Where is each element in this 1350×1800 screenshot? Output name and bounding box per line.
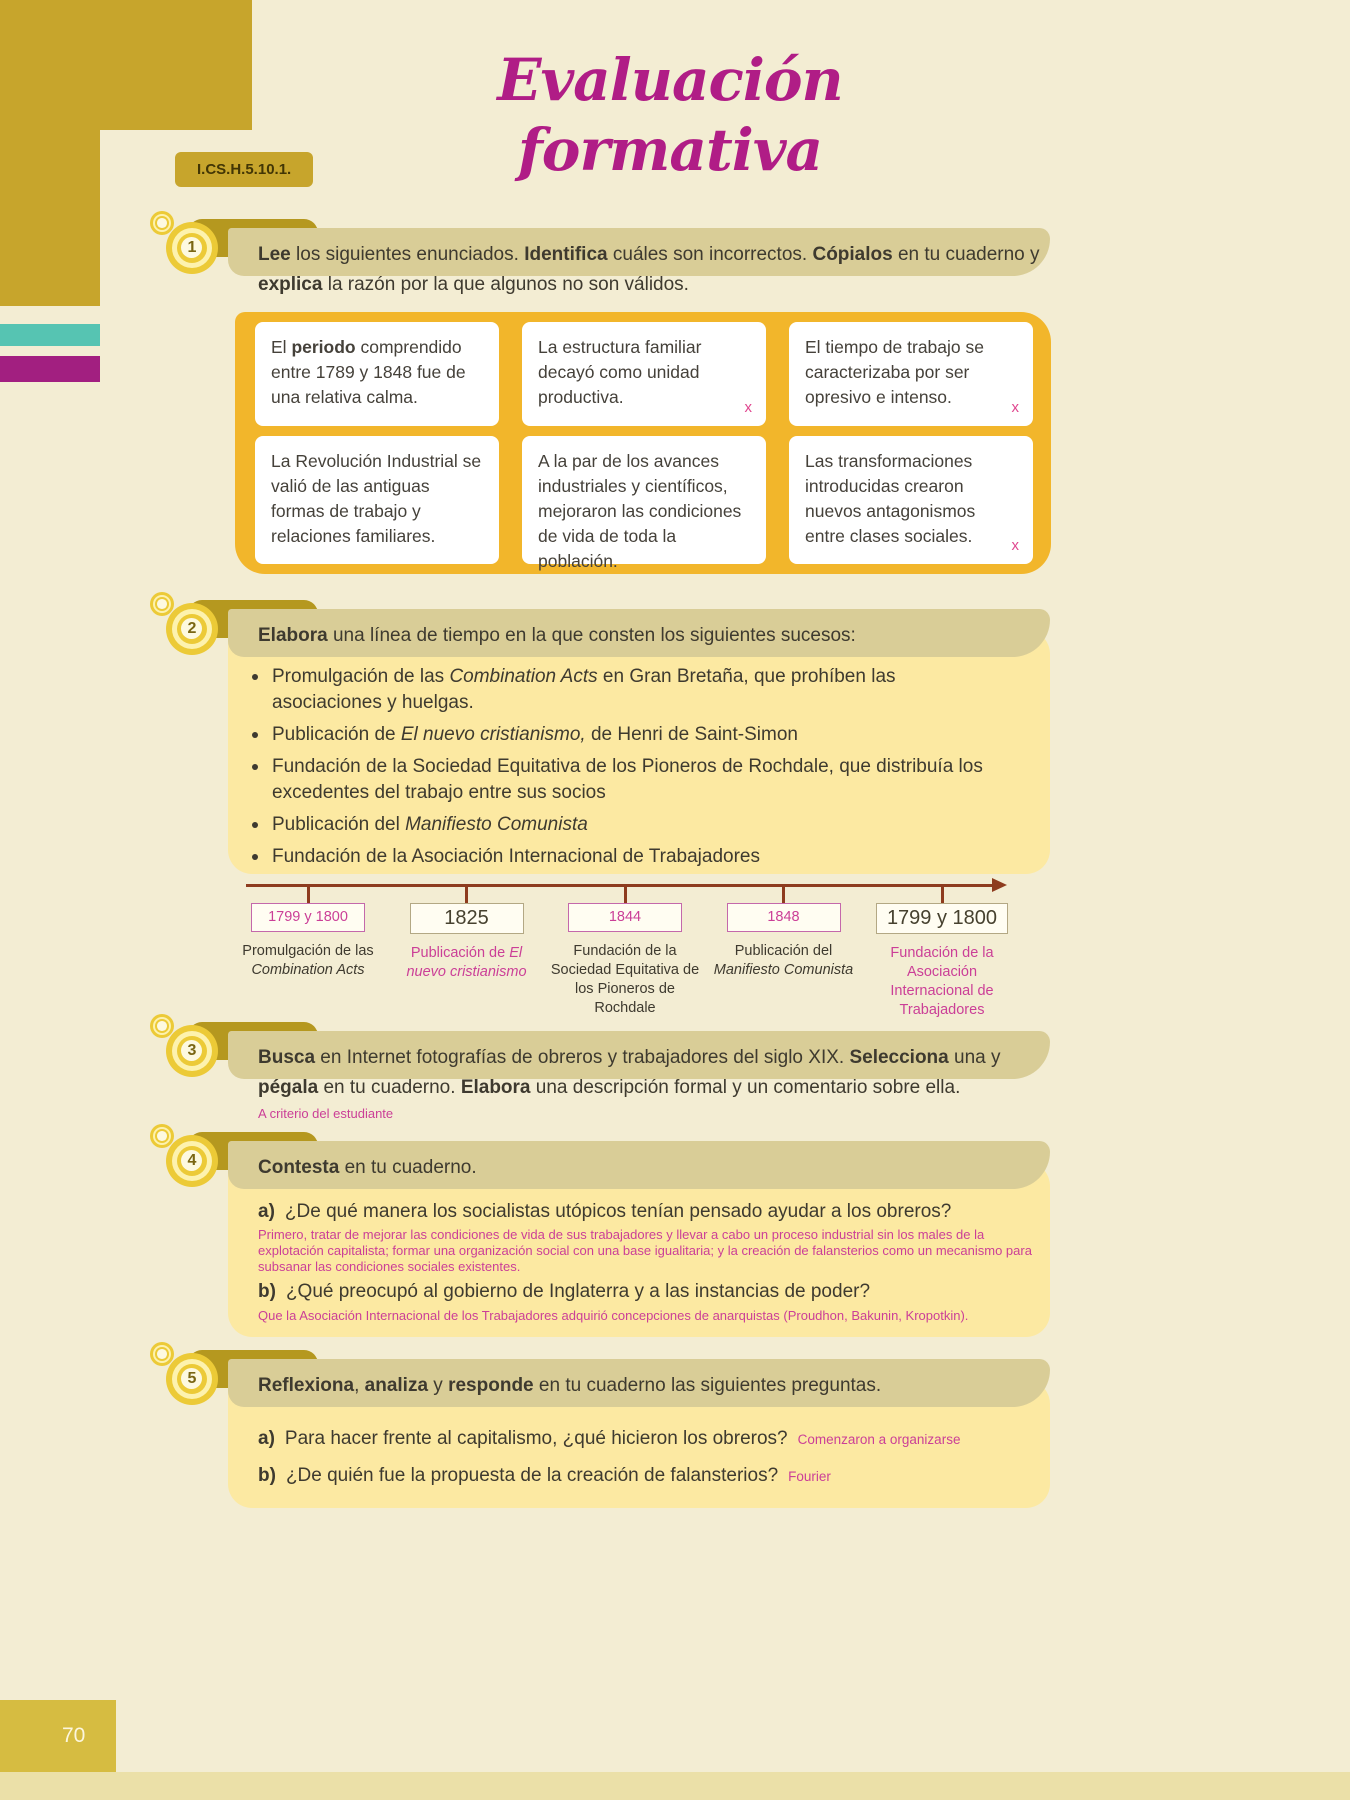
activity-number-badge	[166, 1353, 218, 1405]
list-item-text: Publicación de El nuevo cristianismo, de Henri de Saint-Simon	[272, 724, 798, 745]
timeline-tick	[307, 887, 310, 903]
timeline-year-box: 1825	[410, 903, 524, 934]
question-a-answer: Primero, tratar de mejorar las condiciones de vida de sus trabajadores y llevar a cabo un proceso industrial sin los males de la explotación capitalista; formar una organización social con una base igualitaria; y la creación de falansterios como un mecanismo para subsanar las condiciones sociales existentes.	[258, 1227, 1032, 1274]
timeline-tick	[941, 887, 944, 903]
bullet-dot-icon	[252, 732, 258, 738]
activity-instructions: Reflexiona, analiza y responde en tu cuaderno las siguientes preguntas.	[258, 1375, 882, 1396]
statement-text: A la par de los avances industriales y científicos, mejoraron las condiciones de vida de toda la población.	[538, 451, 742, 571]
list-item	[252, 722, 997, 748]
list-item-text: Promulgación de las Combination Acts en Gran Bretaña, que prohíben las asociaciones y huelgas.	[272, 666, 896, 713]
statement-card	[522, 436, 766, 571]
question-b-answer: Fourier	[788, 1469, 831, 1484]
timeline-entry	[391, 887, 543, 1020]
activity-number: 5	[181, 1368, 202, 1389]
question-label: a)	[258, 1428, 275, 1449]
page-number: 70	[62, 1724, 86, 1747]
bullet-dot-icon	[252, 764, 258, 770]
magenta-stripe	[0, 356, 100, 382]
timeline-year-box: 1844	[568, 903, 682, 932]
statement-card	[255, 436, 499, 564]
activity-number: 1	[181, 237, 202, 258]
timeline-tick	[782, 887, 785, 903]
activity-1-header	[148, 219, 1050, 295]
activity-number: 3	[181, 1040, 202, 1061]
timeline-year-box: 1799 y 1800	[876, 903, 1008, 934]
activity-number-badge	[166, 222, 218, 274]
statement-text: La estructura familiar decayó como unidad productiva.	[538, 337, 702, 407]
activity-number: 2	[181, 618, 202, 639]
statement-card	[789, 322, 1033, 426]
question-label: b)	[258, 1281, 276, 1302]
list-item	[252, 754, 997, 806]
question-a	[258, 1198, 1038, 1225]
activity-number-badge	[166, 603, 218, 655]
timeline-caption: Fundación de la Asociación Internacional de Trabajadores	[890, 945, 994, 1018]
statement-card	[789, 436, 1033, 564]
left-olive-bar	[0, 0, 100, 306]
activity-instructions: Busca en Internet fotografías de obreros y trabajadores del siglo XIX. Selecciona una y pégala en tu cuaderno. Elabora una descripción formal y un comentario sobre ella.	[258, 1047, 1001, 1098]
activity-instructions: Contesta en tu cuaderno.	[258, 1157, 477, 1178]
question-text: Para hacer frente al capitalismo, ¿qué hicieron los obreros?	[284, 1428, 788, 1449]
question-a-answer: Comenzaron a organizarse	[797, 1432, 961, 1447]
list-item-text: Fundación de la Sociedad Equitativa de los Pioneros de Rochdale, que distribuía los excedentes del trabajo entre sus socios	[272, 756, 983, 803]
timeline-entry	[708, 887, 860, 1020]
curriculum-code-badge: I.CS.H.5.10.1.	[175, 152, 313, 187]
list-item-text: Publicación del Manifiesto Comunista	[272, 814, 588, 835]
event-list	[252, 664, 997, 876]
bullet-dot-icon	[252, 854, 258, 860]
activity-instructions: Elabora una línea de tiempo en la que consten los siguientes sucesos:	[258, 625, 856, 646]
activity-2-header	[148, 600, 1050, 662]
question-label: a)	[258, 1201, 275, 1222]
question-text: ¿De quién fue la propuesta de la creación de falansterios?	[285, 1465, 779, 1486]
incorrect-x-mark: x	[1011, 537, 1019, 554]
incorrect-x-mark: x	[1011, 399, 1019, 416]
question-a	[258, 1425, 1038, 1453]
incorrect-x-mark: x	[744, 399, 752, 416]
activity-number: 4	[181, 1150, 202, 1171]
activity-3-header	[148, 1022, 1050, 1098]
list-item	[252, 812, 997, 838]
page-title: Evaluación formativa	[497, 46, 843, 184]
page-number-block	[0, 1700, 116, 1772]
timeline-caption: Publicación del Manifiesto Comunista	[713, 943, 854, 978]
timeline-caption: Publicación de El nuevo cristianismo	[406, 945, 527, 980]
timeline-entry	[232, 887, 384, 1020]
statement-text: Las transformaciones introducidas crearon nuevos antagonismos entre clases sociales.	[805, 451, 976, 546]
statement-text: La Revolución Industrial se valió de las antiguas formas de trabajo y relaciones familiares.	[271, 451, 482, 546]
timeline-caption: Fundación de la Sociedad Equitativa de los Pioneros de Rochdale	[550, 943, 700, 1016]
bottom-strip	[0, 1772, 1350, 1800]
activity-number-badge	[166, 1135, 218, 1187]
timeline-caption: Promulgación de las Combination Acts	[242, 943, 374, 978]
activity-number-badge	[166, 1025, 218, 1077]
statements-panel	[235, 312, 1051, 574]
list-item-text: Fundación de la Asociación Internacional de Trabajadores	[272, 846, 760, 867]
timeline-entry	[866, 887, 1018, 1020]
bullet-dot-icon	[252, 674, 258, 680]
question-label: b)	[258, 1465, 276, 1486]
statement-text: El periodo comprendido entre 1789 y 1848 fue de una relativa calma.	[271, 337, 466, 407]
bullet-dot-icon	[252, 822, 258, 828]
question-text: ¿Qué preocupó al gobierno de Inglaterra y a las instancias de poder?	[285, 1281, 871, 1302]
activity-instructions: Lee los siguientes enunciados. Identifica cuáles son incorrectos. Cópialos en tu cuaderno y explica la razón por la que algunos no son válidos.	[258, 244, 1040, 295]
timeline-year-box: 1799 y 1800	[251, 903, 365, 932]
statement-card	[255, 322, 499, 426]
question-b-answer: Que la Asociación Internacional de los Trabajadores adquirió concepciones de anarquistas (Proudhon, Bakunin, Kropotkin).	[258, 1308, 969, 1323]
activity-5-header	[148, 1350, 1050, 1412]
student-answer-note: A criterio del estudiante	[258, 1106, 394, 1121]
statement-card	[522, 322, 766, 426]
question-b	[258, 1278, 1038, 1305]
statement-text: El tiempo de trabajo se caracterizaba por ser opresivo e intenso.	[805, 337, 984, 407]
timeline-tick	[465, 887, 468, 903]
teal-stripe	[0, 324, 100, 346]
timeline-entry	[549, 887, 701, 1020]
question-b	[258, 1462, 1038, 1490]
timeline	[232, 887, 1018, 1020]
question-text: ¿De qué manera los socialistas utópicos tenían pensado ayudar a los obreros?	[284, 1201, 952, 1222]
timeline-year-box: 1848	[727, 903, 841, 932]
activity-4-header	[148, 1132, 1050, 1194]
timeline-tick	[624, 887, 627, 903]
list-item	[252, 664, 997, 716]
list-item	[252, 844, 997, 870]
